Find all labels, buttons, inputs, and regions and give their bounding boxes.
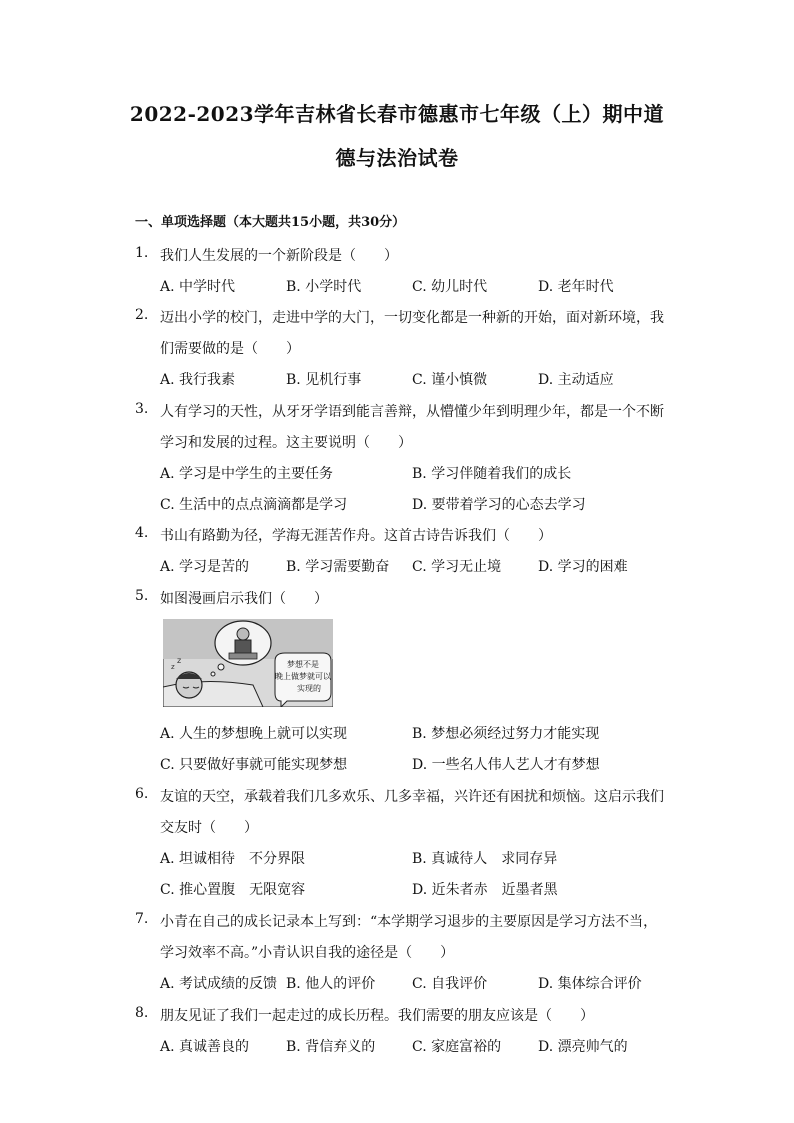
option-d: D. 要带着学习的心态去学习 bbox=[412, 497, 586, 513]
question-text: 书山有路勤为径，学海无涯苦作舟。这首古诗告诉我们（ ） bbox=[160, 528, 552, 544]
option-a: A. 学习是苦的 bbox=[160, 559, 250, 575]
question-text: 们需要做的是（ ） bbox=[160, 341, 300, 357]
option-c: C. 学习无止境 bbox=[412, 559, 502, 575]
option-a: A. 人生的梦想晚上就可以实现 bbox=[160, 726, 348, 742]
question-text: 迈出小学的校门，走进中学的大门，一切变化都是一种新的开始，面对新环境，我 bbox=[160, 310, 664, 326]
option-d: D. 漂亮帅气的 bbox=[538, 1039, 628, 1055]
option-c: C. 家庭富裕的 bbox=[412, 1039, 502, 1055]
question-text: 友谊的天空，承载着我们几多欢乐、几多幸福，兴许还有困扰和烦恼。这启示我们 bbox=[160, 789, 664, 805]
exam-title-line-2: 德与法治试卷 bbox=[335, 146, 459, 170]
question-number: 3. bbox=[135, 401, 149, 417]
question-text: 学习和发展的过程。这主要说明（ ） bbox=[160, 435, 412, 451]
question-number: 7. bbox=[135, 911, 149, 927]
question-number: 5. bbox=[135, 588, 149, 604]
svg-text:z: z bbox=[171, 663, 175, 671]
option-d: D. 集体综合评价 bbox=[538, 976, 642, 992]
option-a: A. 考试成绩的反馈 bbox=[160, 976, 278, 992]
question-number: 2. bbox=[135, 307, 149, 323]
option-b: B. 小学时代 bbox=[286, 279, 362, 295]
option-c: C. 只要做好事就可能实现梦想 bbox=[160, 757, 348, 773]
cartoon-caption-line-1: 梦想不是 bbox=[287, 660, 319, 669]
question-text: 如图漫画启示我们（ ） bbox=[160, 591, 328, 607]
option-b: B. 背信弃义的 bbox=[286, 1039, 376, 1055]
option-b: B. 梦想必须经过努力才能实现 bbox=[412, 726, 600, 742]
option-b: B. 学习需要勤奋 bbox=[286, 559, 390, 575]
option-a: A. 真诚善良的 bbox=[160, 1039, 250, 1055]
option-d: D. 主动适应 bbox=[538, 372, 614, 388]
option-a: A. 我行我素 bbox=[160, 372, 236, 388]
option-d: D. 学习的困难 bbox=[538, 559, 628, 575]
question-number: 6. bbox=[135, 786, 149, 802]
question-text: 学习效率不高。”小青认识自我的途径是（ ） bbox=[160, 945, 455, 961]
option-d: D. 一些名人伟人艺人才有梦想 bbox=[412, 757, 600, 773]
question-number: 1. bbox=[135, 245, 149, 261]
dream-cartoon-image bbox=[163, 619, 333, 707]
option-a: A. 学习是中学生的主要任务 bbox=[160, 466, 334, 482]
option-c: C. 幼儿时代 bbox=[412, 279, 488, 295]
option-d: D. 老年时代 bbox=[538, 279, 614, 295]
option-b: B. 他人的评价 bbox=[286, 976, 376, 992]
question-text: 小青在自己的成长记录本上写到：“本学期学习退步的主要原因是学习方法不当， bbox=[160, 914, 658, 930]
option-b: B. 见机行事 bbox=[286, 372, 362, 388]
option-c: C. 自我评价 bbox=[412, 976, 488, 992]
exam-title-line-1: 2022-2023学年吉林省长春市德惠市七年级（上）期中道 bbox=[129, 102, 665, 126]
option-c: C. 谨小慎微 bbox=[412, 372, 488, 388]
question-text: 朋友见证了我们一起走过的成长历程。我们需要的朋友应该是（ ） bbox=[160, 1008, 594, 1024]
option-a: A. 中学时代 bbox=[160, 279, 236, 295]
option-c: C. 推心置腹 无限宽容 bbox=[160, 882, 306, 898]
option-b: B. 学习伴随着我们的成长 bbox=[412, 466, 572, 482]
question-text: 人有学习的天性，从牙牙学语到能言善辩，从懵懂少年到明理少年，都是一个不断 bbox=[160, 404, 664, 420]
section-heading: 一、单项选择题（本大题共15小题，共30分） bbox=[135, 215, 406, 230]
svg-text:z: z bbox=[177, 656, 182, 665]
question-text: 我们人生发展的一个新阶段是（ ） bbox=[160, 248, 398, 264]
cartoon-caption-line-3: 实现的 bbox=[297, 684, 321, 693]
question-number: 4. bbox=[135, 525, 149, 541]
cartoon-caption-line-2: 晚上做梦就可以 bbox=[275, 672, 331, 681]
question-text: 交友时（ ） bbox=[160, 820, 258, 836]
option-d: D. 近朱者赤 近墨者黑 bbox=[412, 882, 558, 898]
option-b: B. 真诚待人 求同存异 bbox=[412, 851, 558, 867]
question-number: 8. bbox=[135, 1005, 149, 1021]
option-a: A. 坦诚相待 不分界限 bbox=[160, 851, 306, 867]
option-c: C. 生活中的点点滴滴都是学习 bbox=[160, 497, 348, 513]
